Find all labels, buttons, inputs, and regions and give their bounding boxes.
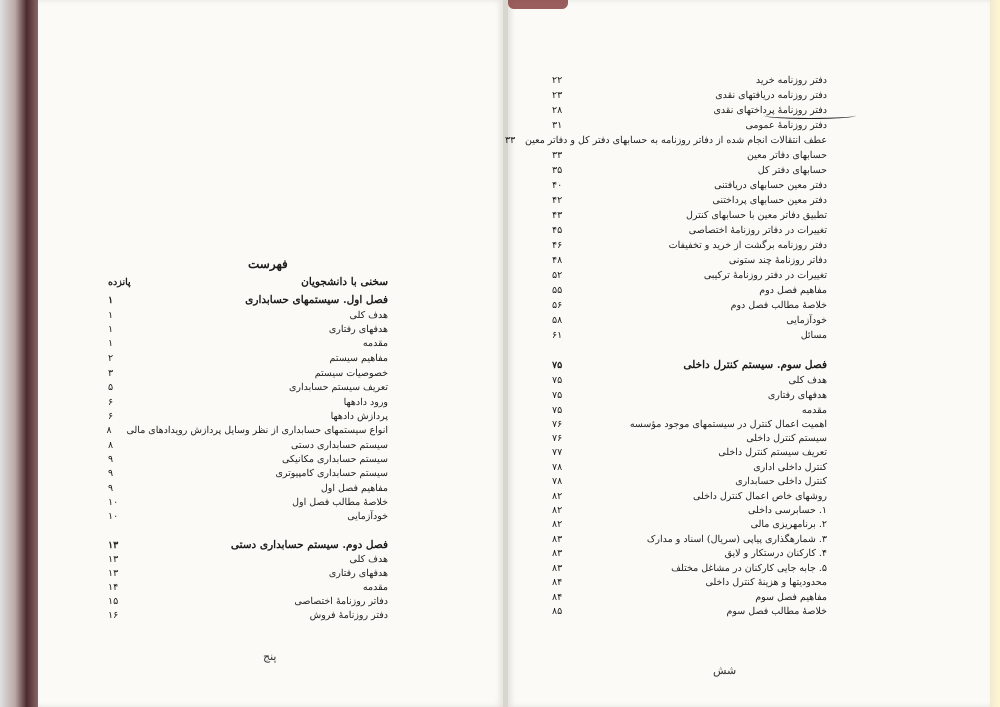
toc-entry <box>108 566 388 580</box>
toc-entry-title: سخنی با دانشجویان <box>301 276 388 288</box>
toc-entry-title: ۳. شمارهگذاری پیاپی (سریال) اسناد و مدارک <box>646 533 827 545</box>
toc-entry-title: حسابهای دفتر کل <box>757 164 827 176</box>
toc-entry-page: ۱۰ <box>108 496 119 508</box>
toc-chapter-heading <box>552 358 827 372</box>
right-book-edge <box>990 0 1000 707</box>
toc-title: فهرست <box>248 257 288 271</box>
toc-entry-page: ۴۶ <box>552 239 563 251</box>
toc-entry-title: تغییرات در دفاتر روزنامهٔ اختصاصی <box>688 224 827 236</box>
toc-entry-page: ۶۱ <box>552 329 563 341</box>
page-number-footer: پنج <box>263 650 277 663</box>
toc-entry <box>552 73 827 87</box>
handwritten-underline <box>764 112 856 119</box>
toc-entry <box>505 133 827 147</box>
toc-entry-title: تعریف سیستم حسابداری <box>288 381 388 393</box>
toc-entry-title: خودآزمایی <box>786 314 827 326</box>
toc-entry <box>552 431 827 445</box>
toc-entry <box>552 546 827 560</box>
toc-entry <box>552 417 827 431</box>
toc-entry-title: خلاصهٔ مطالب فصل اول <box>292 496 388 508</box>
toc-entry-page: ۲۸ <box>552 104 563 116</box>
toc-entry-page: ۴۲ <box>552 194 563 206</box>
toc-entry-page: ۴۸ <box>552 254 563 266</box>
toc-entry-page: ۷۸ <box>552 461 563 473</box>
toc-entry-title: ۴. کارکنان درستکار و لایق <box>724 547 827 559</box>
toc-entry-page: ۸۲ <box>552 504 563 516</box>
toc-chapter-heading <box>108 293 388 307</box>
toc-entry-page: ۹ <box>108 482 114 494</box>
toc-entry-page: ۱ <box>108 337 114 349</box>
toc-entry-page: ۷۸ <box>552 475 563 487</box>
toc-entry-title: محدودیتها و هزینهٔ کنترل داخلی <box>705 576 827 588</box>
toc-entry-title: دفتر روزنامهٔ فروش <box>309 609 388 621</box>
toc-entry-page: ۴۰ <box>552 179 563 191</box>
toc-entry-page: ۵۶ <box>552 299 563 311</box>
toc-entry-page: ۱۳ <box>108 567 119 579</box>
toc-entry-title: ۵. جابه جایی کارکنان در مشاغل مختلف <box>671 562 827 574</box>
toc-entry-title: فصل اول. سیستمهای حسابداری <box>245 294 388 306</box>
toc-entry-title: مفاهیم سیستم <box>329 352 388 364</box>
toc-entry-title: اهمیت اعمال کنترل در سیستمهای موجود مؤسسه <box>629 418 827 430</box>
toc-chapter-heading <box>108 538 388 552</box>
toc-entry-page: ۸۳ <box>552 533 563 545</box>
toc-entry-title: حسابهای دفاتر معین <box>747 149 827 161</box>
toc-entry-page: ۸ <box>108 439 114 451</box>
toc-entry-page: ۴۵ <box>552 224 563 236</box>
toc-entry-title: تعریف سیستم کنترل داخلی <box>718 446 827 458</box>
toc-entry-page: ۳۵ <box>552 164 563 176</box>
toc-entry-title: دفتر روزنامه دریافتهای نقدی <box>715 89 827 101</box>
page-number-footer: شش <box>713 664 737 677</box>
toc-entry <box>552 253 827 267</box>
toc-entry-page: ۱ <box>108 323 114 335</box>
toc-entry-page: ۷۵ <box>552 404 563 416</box>
toc-entry <box>108 308 388 322</box>
toc-entry-page: پانزده <box>108 276 131 288</box>
toc-entry-page: ۲۳ <box>552 89 563 101</box>
toc-entry-page: ۵ <box>108 381 114 393</box>
toc-entry-title: سیستم حسابداری دستی <box>290 439 388 451</box>
toc-entry-title: خودآزمایی <box>347 510 388 522</box>
toc-entry-page: ۸ <box>106 424 112 436</box>
toc-entry-title: کنترل داخلی حسابداری <box>735 475 827 487</box>
toc-entry-title: دفتر معین حسابهای دریافتنی <box>714 179 827 191</box>
toc-entry-page: ۲۲ <box>552 74 563 86</box>
toc-entry-page: ۳۳ <box>505 134 516 146</box>
toc-entry <box>552 163 827 177</box>
toc-entry <box>108 552 388 566</box>
toc-entry-page: ۸۴ <box>552 591 563 603</box>
toc-entry-title: دفاتر روزنامهٔ چند ستونی <box>728 254 827 266</box>
toc-entry <box>108 351 388 365</box>
toc-entry-page: ۱۳ <box>108 553 119 565</box>
toc-entry-title: فصل سوم. سیستم کنترل داخلی <box>683 359 827 371</box>
toc-entry-title: خلاصهٔ مطالب فصل دوم <box>730 299 827 311</box>
toc-entry-page: ۷۵ <box>552 389 563 401</box>
toc-entry <box>108 366 388 380</box>
toc-entry-title: هدف کلی <box>349 309 388 321</box>
toc-entry-title: دفتر معین حسابهای پرداختنی <box>712 194 827 206</box>
toc-entry-page: ۱۰ <box>108 510 119 522</box>
toc-entry-page: ۸۲ <box>552 518 563 530</box>
toc-entry <box>552 403 827 417</box>
toc-entry-page: ۵۲ <box>552 269 563 281</box>
toc-entry <box>552 118 827 132</box>
toc-entry-page: ۲ <box>108 352 114 364</box>
toc-entry-title: دفاتر روزنامهٔ اختصاصی <box>294 595 388 607</box>
toc-entry-page: ۱۳ <box>108 539 119 551</box>
toc-entry <box>108 608 388 622</box>
toc-entry-page: ۹ <box>108 453 114 465</box>
toc-entry-page: ۷۶ <box>552 418 563 430</box>
toc-entry <box>552 283 827 297</box>
toc-entry-title: مفاهیم فصل دوم <box>759 284 827 296</box>
toc-entry-title: تطبیق دفاتر معین با حسابهای کنترل <box>685 209 827 221</box>
toc-entry-page: ۸۲ <box>552 490 563 502</box>
toc-entry <box>108 594 388 608</box>
toc-entry <box>552 460 827 474</box>
toc-entry-title: روشهای خاص اعمال کنترل داخلی <box>693 490 827 502</box>
toc-entry <box>552 590 827 604</box>
toc-entry-page: ۷۷ <box>552 446 563 458</box>
toc-entry-title: سیستم حسابداری کامپیوتری <box>275 467 388 479</box>
toc-entry-title: فصل دوم. سیستم حسابداری دستی <box>230 539 388 551</box>
toc-entry-page: ۱۵ <box>108 595 119 607</box>
toc-entry-title: تغییرات در دفتر روزنامهٔ ترکیبی <box>703 269 827 281</box>
toc-entry <box>552 532 827 546</box>
toc-entry-page: ۹ <box>108 467 114 479</box>
toc-entry <box>552 298 827 312</box>
toc-entry-page: ۳ <box>108 367 114 379</box>
toc-entry-page: ۵۵ <box>552 284 563 296</box>
toc-entry <box>552 268 827 282</box>
toc-entry-title: دفتر روزنامه خرید <box>755 74 827 86</box>
toc-entry-title: دفتر روزنامهٔ عمومی <box>745 119 827 131</box>
toc-entry-title: مسائل <box>800 329 827 341</box>
toc-entry-title: مفاهیم فصل اول <box>320 482 388 494</box>
toc-entry-title: سیستم کنترل داخلی <box>746 432 827 444</box>
toc-entry <box>552 208 827 222</box>
binding-mark <box>508 0 568 9</box>
toc-entry-title: دفتر روزنامه برگشت از خرید و تخفیفات <box>668 239 827 251</box>
toc-entry <box>108 380 388 394</box>
toc-entry <box>552 388 827 402</box>
toc-entry-title: هدفهای رفتاری <box>328 323 388 335</box>
toc-entry-title: دفتر روزنامهٔ پرداختهای نقدی <box>713 104 827 116</box>
toc-entry-page: ۳۱ <box>552 119 563 131</box>
toc-entry <box>552 474 827 488</box>
toc-chapter-heading <box>108 275 388 289</box>
left-book-edge <box>0 0 38 707</box>
toc-entry-page: ۴۳ <box>552 209 563 221</box>
toc-entry-page: ۸۳ <box>552 562 563 574</box>
toc-entry-title: مقدمه <box>801 404 827 416</box>
toc-entry-title: هدف کلی <box>788 374 827 386</box>
toc-entry <box>552 445 827 459</box>
toc-entry-page: ۸۴ <box>552 576 563 588</box>
toc-entry-title: ۲. برنامهریزی مالی <box>750 518 827 530</box>
toc-entry-page: ۸۳ <box>552 547 563 559</box>
toc-entry-title: انواع سیستمهای حسابداری از نظر وسایل پردازش رویدادهای مالی <box>126 424 388 436</box>
toc-entry-title: مقدمه <box>362 337 388 349</box>
toc-entry-title: ورود دادهها <box>343 396 388 408</box>
toc-entry <box>108 423 388 437</box>
toc-entry-page: ۸۵ <box>552 605 563 617</box>
toc-entry <box>552 193 827 207</box>
toc-entry-page: ۳۳ <box>552 149 563 161</box>
toc-entry <box>108 395 388 409</box>
toc-entry <box>552 178 827 192</box>
toc-entry <box>108 495 388 509</box>
toc-entry-title: پردازش دادهها <box>330 410 388 422</box>
toc-entry <box>108 452 388 466</box>
toc-entry-page: ۷۵ <box>552 359 563 371</box>
toc-entry <box>108 481 388 495</box>
toc-entry <box>108 409 388 423</box>
toc-entry-title: خصوصیات سیستم <box>314 367 388 379</box>
toc-entry <box>108 466 388 480</box>
toc-entry <box>552 328 827 342</box>
toc-entry-title: مقدمه <box>362 581 388 593</box>
toc-entry <box>552 503 827 517</box>
toc-entry-title: ۱. حسابرسی داخلی <box>748 504 827 516</box>
toc-entry <box>552 148 827 162</box>
toc-entry <box>552 313 827 327</box>
toc-entry <box>552 88 827 102</box>
toc-entry-title: هدفهای رفتاری <box>328 567 388 579</box>
toc-entry-page: ۱۶ <box>108 609 119 621</box>
toc-entry <box>108 336 388 350</box>
toc-entry <box>552 604 827 618</box>
toc-entry-page: ۵۸ <box>552 314 563 326</box>
toc-entry <box>552 517 827 531</box>
toc-entry-page: ۱ <box>108 309 114 321</box>
toc-entry <box>108 580 388 594</box>
toc-entry-page: ۷۵ <box>552 374 563 386</box>
toc-entry <box>108 438 388 452</box>
toc-entry <box>552 561 827 575</box>
toc-entry <box>108 322 388 336</box>
toc-entry-title: هدفهای رفتاری <box>767 389 827 401</box>
toc-entry-page: ۱ <box>108 294 114 306</box>
toc-entry <box>552 489 827 503</box>
toc-entry-title: کنترل داخلی اداری <box>753 461 827 473</box>
toc-entry <box>108 509 388 523</box>
toc-entry <box>552 373 827 387</box>
toc-entry-title: خلاصهٔ مطالب فصل سوم <box>726 605 827 617</box>
toc-entry <box>552 575 827 589</box>
toc-entry <box>552 238 827 252</box>
toc-entry-title: مفاهیم فصل سوم <box>755 591 827 603</box>
toc-entry-page: ۷۶ <box>552 432 563 444</box>
toc-entry-page: ۱۴ <box>108 581 119 593</box>
toc-entry-page: ۶ <box>108 396 114 408</box>
toc-entry <box>552 223 827 237</box>
left-page <box>38 0 503 707</box>
toc-entry-page: ۶ <box>108 410 114 422</box>
toc-entry-title: عطف انتقالات انجام شده از دفاتر روزنامه به حسابهای دفتر کل و دفاتر معین <box>525 134 827 146</box>
right-page <box>505 0 990 707</box>
toc-entry-title: سیستم حسابداری مکانیکی <box>282 453 388 465</box>
toc-entry-title: هدف کلی <box>349 553 388 565</box>
